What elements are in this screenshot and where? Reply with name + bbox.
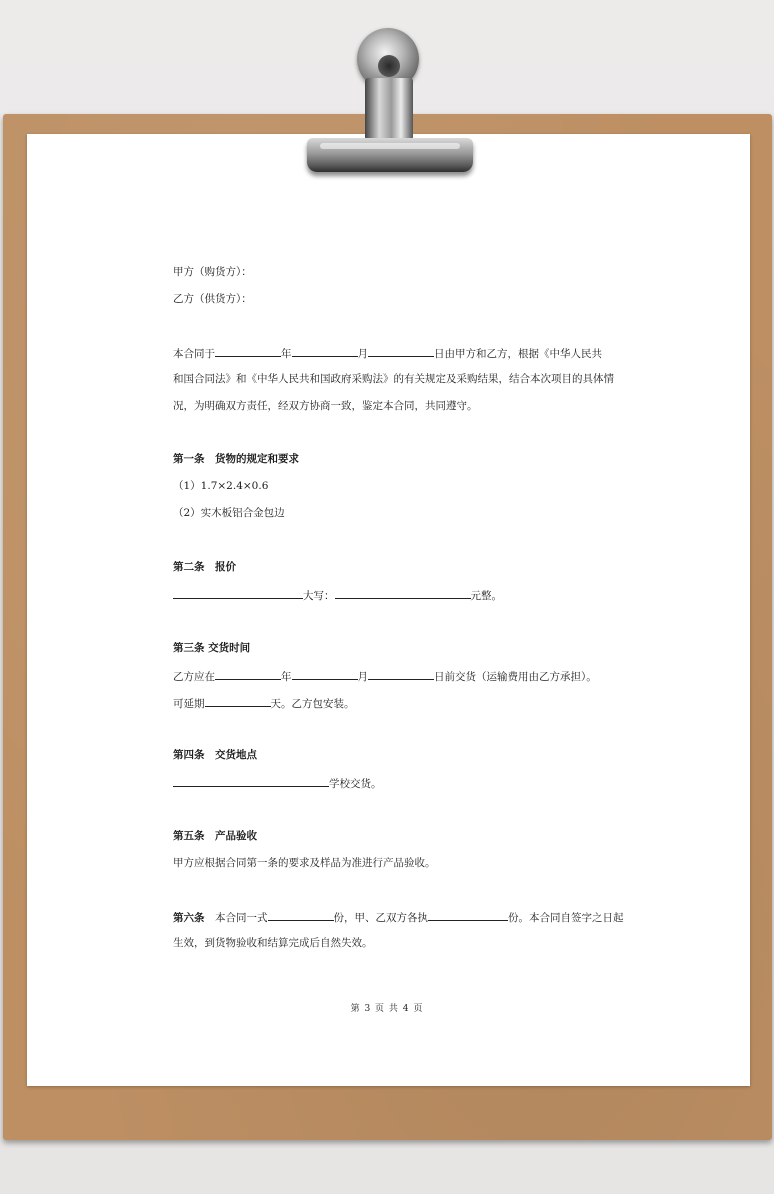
article-6-title: 第六条 (173, 912, 205, 924)
intro-post: 日由甲方和乙方，根据《中华人民共 (434, 348, 602, 360)
extension-pre: 可延期 (173, 698, 205, 710)
blank-delivery-location[interactable] (173, 775, 329, 787)
article-1-item-1: （1）1.7×2.4×0.6 (173, 480, 269, 492)
article-3-title: 第三条 交货时间 (173, 642, 251, 654)
location-post: 学校交货。 (329, 778, 382, 790)
delivery-year: 年 (281, 671, 292, 683)
blank-copies-each[interactable] (428, 909, 508, 921)
article-3-line-1 (173, 668, 597, 684)
copies-mid: 份，甲、乙双方各执 (333, 912, 428, 924)
blank-delivery-year[interactable] (215, 668, 281, 680)
intro-line-1 (173, 345, 602, 361)
copies-pre: 本合同一式 (204, 912, 268, 924)
clip-hole (378, 55, 400, 77)
blank-price-number[interactable] (173, 587, 303, 599)
article-1-title: 第一条 货物的规定和要求 (173, 453, 299, 465)
blank-extension-days[interactable] (205, 695, 271, 707)
extension-post: 天。乙方包安装。 (270, 698, 355, 710)
page-number: 第 3 页 共 4 页 (350, 1004, 424, 1014)
price-yuan-label: 元整。 (470, 590, 502, 602)
price-daxie-label: 大写： (303, 590, 335, 602)
blank-price-words[interactable] (335, 587, 471, 599)
article-1-item-2: （2）实木板铝合金包边 (173, 507, 285, 519)
intro-line-3: 况，为明确双方责任，经双方协商一致，鉴定本合同，共同遵守。 (173, 400, 478, 412)
clip-neck (365, 78, 413, 140)
article-6-line-2: 生效，到货物验收和结算完成后自然失效。 (173, 937, 373, 949)
blank-date-month[interactable] (292, 345, 358, 357)
delivery-month: 月 (357, 671, 368, 683)
blank-delivery-day[interactable] (368, 668, 434, 680)
delivery-post: 日前交货（运输费用由乙方承担）。 (434, 671, 597, 683)
document-page (27, 134, 750, 1086)
article-5-title: 第五条 产品验收 (173, 830, 257, 842)
blank-date-day[interactable] (368, 345, 434, 357)
article-2-line (173, 587, 502, 603)
party-b-line: 乙方（供货方）： (173, 293, 252, 305)
copies-post: 份。本合同自签字之日起 (508, 912, 624, 924)
clip-shine (320, 143, 460, 149)
intro-year: 年 (281, 348, 292, 360)
article-3-line-2 (173, 695, 355, 711)
intro-pre: 本合同于 (173, 348, 215, 360)
delivery-pre: 乙方应在 (173, 671, 215, 683)
blank-date-year[interactable] (215, 345, 281, 357)
article-2-title: 第二条 报价 (173, 561, 236, 573)
party-a-line: 甲方（购货方）： (173, 266, 252, 278)
article-4-title: 第四条 交货地点 (173, 749, 257, 761)
article-5-text: 甲方应根据合同第一条的要求及样品为准进行产品验收。 (173, 857, 436, 869)
blank-delivery-month[interactable] (292, 668, 358, 680)
intro-line-2: 和国合同法》和《中华人民共和国政府采购法》的有关规定及采购结果，结合本次项目的具体情 (173, 373, 614, 385)
blank-copies-total[interactable] (268, 909, 334, 921)
intro-month: 月 (357, 348, 368, 360)
article-6-line-1 (173, 909, 624, 925)
article-4-line (173, 775, 382, 791)
